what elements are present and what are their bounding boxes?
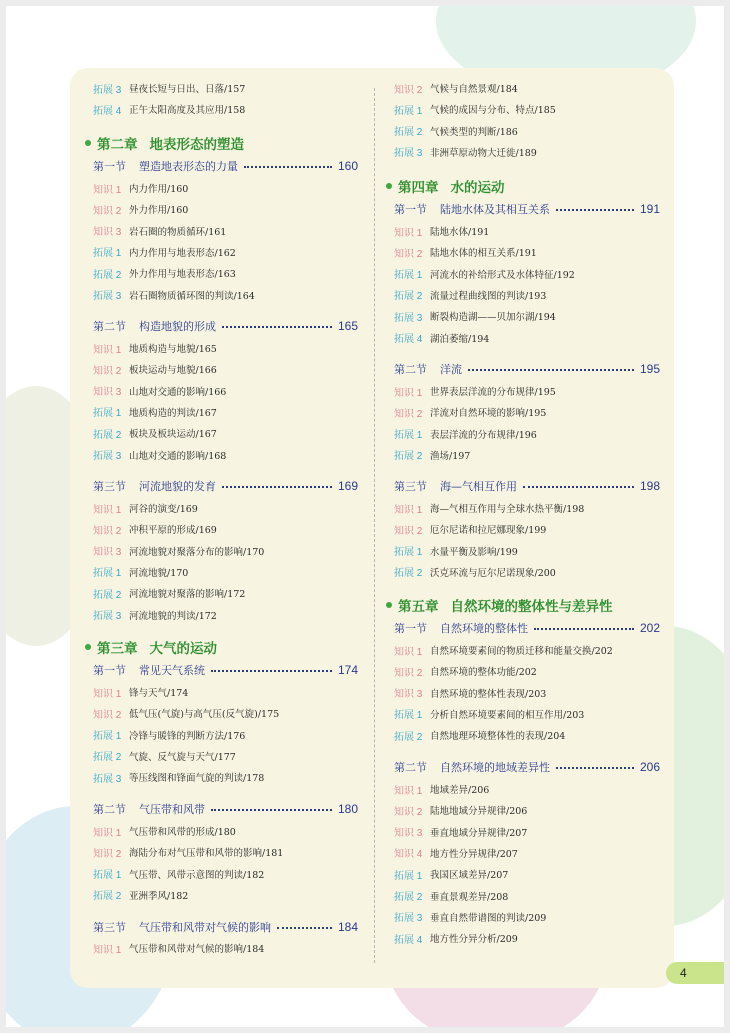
toc-item-text: 冲积平原的形成/169 [129, 525, 217, 537]
toc-item[interactable] [93, 499, 198, 517]
knowledge-tag: 知识 1 [93, 344, 122, 356]
toc-item-text: 垂直地域分异规律/207 [430, 827, 528, 839]
section-page: 169 [337, 479, 358, 493]
extension-tag: 拓展 1 [394, 547, 423, 559]
dot-leader [523, 486, 634, 488]
section-heading[interactable] [394, 477, 660, 495]
knowledge-tag: 知识 2 [394, 667, 423, 679]
section-heading[interactable] [93, 157, 358, 175]
toc-item[interactable] [394, 887, 508, 905]
toc-item[interactable] [394, 382, 556, 400]
toc-item-text: 非洲草原动物大迁徙/189 [430, 147, 537, 159]
extension-tag: 拓展 2 [394, 291, 423, 303]
toc-item-text: 河流地貌对聚落分布的影响/170 [129, 546, 265, 558]
toc-item-text: 地质构造的判读/167 [129, 407, 217, 419]
toc-item[interactable] [93, 747, 236, 765]
toc-item[interactable] [93, 886, 188, 904]
toc-item-text: 亚洲季风/182 [129, 890, 189, 902]
toc-item-text: 河流地貌对聚落的影响/172 [129, 589, 246, 601]
toc-item[interactable] [93, 520, 217, 538]
chapter-number: 第三章 [97, 641, 138, 657]
toc-item-text: 断裂构造湖——贝加尔湖/194 [430, 312, 556, 324]
toc-item[interactable] [93, 79, 245, 97]
toc-item-text: 我国区域差异/207 [430, 870, 509, 882]
section-heading[interactable] [93, 477, 358, 495]
section-number: 第一节 [394, 622, 427, 635]
knowledge-tag: 知识 1 [93, 184, 122, 196]
chapter-heading[interactable] [85, 132, 244, 154]
toc-item[interactable] [394, 520, 546, 538]
chapter-title: 水的运动 [450, 180, 505, 196]
extension-tag: 拓展 2 [93, 891, 122, 903]
knowledge-tag: 知识 4 [394, 849, 423, 861]
bullet-dot-icon [386, 183, 392, 189]
toc-item-text: 河流地貌/170 [129, 567, 189, 579]
extension-tag: 拓展 3 [93, 451, 122, 462]
toc-item[interactable] [394, 563, 556, 581]
toc-item[interactable] [93, 584, 245, 602]
bullet-dot-icon [85, 140, 91, 146]
extension-tag: 拓展 3 [394, 148, 423, 160]
section-title: 气压带和风带 [139, 803, 205, 816]
toc-item[interactable] [394, 243, 537, 261]
toc-item-text: 湖泊萎缩/194 [430, 333, 490, 345]
toc-item-text: 气旋、反气旋与天气/177 [129, 751, 236, 763]
knowledge-tag: 知识 2 [93, 525, 122, 537]
section-page: 160 [337, 159, 358, 173]
knowledge-tag: 知识 1 [394, 227, 423, 239]
extension-tag: 拓展 3 [93, 84, 122, 96]
toc-item[interactable] [394, 79, 518, 97]
toc-item[interactable] [93, 424, 217, 442]
section-title: 自然环境的地域差异性 [440, 761, 550, 774]
toc-item-text: 内力作用与地表形态/162 [129, 247, 236, 259]
toc-item-text: 岩石圈的物质循环/161 [129, 226, 227, 238]
section-number: 第二节 [394, 363, 427, 376]
section-title: 海—气相互作用 [440, 480, 517, 493]
toc-item-text: 陆地水体/191 [430, 227, 490, 238]
chapter-heading[interactable] [85, 636, 217, 658]
toc-item-text: 等压线图和锋面气旋的判读/178 [129, 773, 265, 785]
toc-item[interactable] [93, 843, 283, 861]
toc-item[interactable] [394, 222, 489, 240]
extension-tag: 拓展 1 [93, 870, 122, 882]
knowledge-tag: 知识 2 [93, 709, 122, 721]
knowledge-tag: 知识 3 [394, 828, 423, 840]
section-number: 第三节 [93, 921, 126, 934]
toc-item[interactable] [93, 360, 217, 378]
toc-item-text: 地质构造与地貌/165 [129, 344, 217, 355]
section-title: 河流地貌的发育 [139, 480, 216, 493]
knowledge-tag: 知识 1 [394, 504, 423, 516]
knowledge-tag: 知识 1 [93, 827, 122, 839]
knowledge-tag: 知识 2 [394, 84, 423, 96]
section-page: 198 [639, 479, 660, 493]
toc-item-text: 渔场/197 [430, 450, 471, 462]
toc-item[interactable] [93, 243, 236, 261]
knowledge-tag: 知识 2 [394, 806, 423, 818]
toc-item[interactable] [394, 823, 527, 841]
section-title: 陆地水体及其相互关系 [440, 203, 550, 216]
extension-tag: 拓展 2 [394, 568, 423, 580]
toc-item[interactable] [93, 865, 264, 883]
chapter-heading[interactable] [386, 175, 505, 197]
toc-item-text: 地方性分异规律/207 [430, 848, 518, 860]
toc-item[interactable] [394, 801, 527, 819]
toc-item[interactable] [394, 780, 489, 798]
toc-item-text: 自然环境要素间的物质迁移和能量交换/202 [430, 646, 613, 657]
section-page: 180 [337, 802, 358, 816]
dot-leader [277, 927, 332, 929]
toc-item[interactable] [394, 143, 537, 161]
toc-item-text: 地域差异/206 [430, 785, 490, 796]
section-page: 206 [639, 760, 660, 774]
bullet-dot-icon [85, 644, 91, 650]
toc-item-text: 河谷的演变/169 [129, 504, 198, 515]
toc-item[interactable] [394, 929, 518, 947]
section-heading[interactable] [93, 800, 358, 818]
toc-item-text: 河流水的补给形式及水体特征/192 [430, 269, 575, 281]
toc-item[interactable] [93, 100, 245, 118]
dot-leader [211, 670, 332, 672]
toc-item-text: 气候的成因与分布、特点/185 [430, 105, 556, 117]
toc-item-text: 气压带和风带的形成/180 [129, 827, 236, 838]
extension-tag: 拓展 1 [93, 248, 122, 260]
knowledge-tag: 知识 1 [394, 646, 423, 658]
extension-tag: 拓展 4 [93, 105, 122, 117]
toc-item[interactable] [93, 822, 236, 840]
chapter-number: 第四章 [398, 180, 439, 196]
extension-tag: 拓展 3 [93, 773, 122, 785]
toc-item[interactable] [394, 100, 556, 118]
toc-item[interactable] [394, 705, 584, 723]
toc-item-text: 昼夜长短与日出、日落/157 [129, 84, 246, 95]
toc-item-text: 分析自然环境要素间的相互作用/203 [430, 709, 585, 721]
section-number: 第一节 [93, 160, 126, 173]
toc-item[interactable] [93, 339, 217, 357]
extension-tag: 拓展 2 [93, 429, 122, 441]
toc-item-text: 外力作用与地表形态/163 [129, 269, 236, 281]
extension-tag: 拓展 2 [394, 127, 423, 139]
toc-item[interactable] [394, 307, 556, 325]
toc-item-text: 沃克环流与厄尔尼诺现象/200 [430, 567, 556, 579]
toc-item-text: 垂直自然带谱图的判读/209 [430, 912, 547, 924]
extension-tag: 拓展 1 [394, 870, 423, 882]
toc-item[interactable] [93, 264, 236, 282]
toc-item[interactable] [394, 726, 565, 744]
section-number: 第二节 [394, 761, 427, 774]
toc-item-text: 气候类型的判断/186 [430, 126, 518, 138]
section-title: 构造地貌的形成 [139, 320, 216, 333]
knowledge-tag: 知识 1 [394, 387, 423, 399]
toc-item-text: 板块运动与地貌/166 [129, 365, 217, 377]
section-title: 气压带和风带对气候的影响 [139, 921, 271, 934]
toc-item-text: 河流地貌的判读/172 [129, 610, 217, 622]
toc-item[interactable] [93, 382, 226, 400]
extension-tag: 拓展 1 [394, 105, 423, 117]
dot-leader [244, 166, 332, 168]
section-heading[interactable] [93, 661, 358, 679]
toc-item[interactable] [394, 542, 518, 560]
toc-item[interactable] [93, 200, 188, 218]
dot-leader [468, 369, 634, 371]
toc-item[interactable] [93, 179, 188, 197]
toc-item-text: 低气压(气旋)与高气压(反气旋)/175 [129, 709, 280, 721]
extension-tag: 拓展 3 [93, 291, 122, 302]
section-number: 第一节 [93, 664, 126, 677]
toc-item-text: 板块及板块运动/167 [129, 429, 217, 441]
knowledge-tag: 知识 3 [93, 227, 122, 239]
toc-item-text: 锋与天气/174 [129, 688, 189, 699]
knowledge-tag: 知识 1 [93, 504, 122, 516]
section-heading[interactable] [394, 200, 660, 218]
section-heading[interactable] [394, 758, 660, 776]
toc-item[interactable] [394, 844, 518, 862]
chapter-title: 自然环境的整体性与差异性 [450, 599, 613, 615]
extension-tag: 拓展 2 [394, 731, 423, 743]
toc-item[interactable] [93, 403, 217, 421]
toc-item-text: 洋流对自然环境的影响/195 [430, 408, 547, 420]
toc-item-text: 内力作用/160 [129, 184, 189, 195]
toc-item[interactable] [93, 563, 188, 581]
section-page: 195 [639, 362, 660, 376]
dot-leader [222, 326, 332, 328]
knowledge-tag: 知识 2 [394, 248, 423, 260]
toc-item[interactable] [93, 726, 245, 744]
knowledge-tag: 知识 2 [93, 365, 122, 377]
toc-item-text: 海—气相互作用与全球水热平衡/198 [430, 504, 585, 515]
extension-tag: 拓展 1 [93, 408, 122, 420]
toc-item-text: 外力作用/160 [129, 205, 189, 217]
toc-item[interactable] [394, 865, 508, 883]
knowledge-tag: 知识 1 [394, 785, 423, 797]
extension-tag: 拓展 2 [394, 451, 423, 463]
extension-tag: 拓展 1 [93, 568, 122, 580]
knowledge-tag: 知识 2 [394, 525, 423, 537]
toc-item-text: 自然环境的整体功能/202 [430, 667, 537, 679]
extension-tag: 拓展 2 [93, 589, 122, 601]
section-number: 第二节 [93, 320, 126, 333]
section-page: 191 [639, 202, 660, 216]
section-page: 184 [337, 920, 358, 934]
toc-item-text: 自然地理环境整体性的表现/204 [430, 731, 566, 743]
dot-leader [534, 628, 634, 630]
knowledge-tag: 知识 2 [394, 408, 423, 420]
extension-tag: 拓展 1 [394, 710, 423, 722]
toc-item-text: 陆地水体的相互关系/191 [430, 248, 537, 260]
toc-item[interactable] [93, 683, 188, 701]
toc-item-text: 水量平衡及影响/199 [430, 546, 518, 558]
toc-item-text: 冷锋与暖锋的判断方法/176 [129, 730, 246, 742]
extension-tag: 拓展 1 [394, 430, 423, 442]
toc-item-text: 气压带、风带示意图的判读/182 [129, 869, 265, 881]
section-heading[interactable] [93, 317, 358, 335]
toc-item[interactable] [394, 403, 546, 421]
toc-item-text: 岩石圈物质循环图的判读/164 [129, 290, 255, 302]
extension-tag: 拓展 3 [93, 611, 122, 622]
knowledge-tag: 知识 3 [93, 547, 122, 559]
page-number: 4 [666, 962, 724, 984]
toc-item[interactable] [93, 542, 264, 560]
toc-item[interactable] [394, 499, 584, 517]
column-divider [374, 88, 375, 963]
knowledge-tag: 知识 2 [93, 205, 122, 217]
section-page: 174 [337, 663, 358, 677]
section-number: 第三节 [93, 480, 126, 493]
extension-tag: 拓展 2 [394, 892, 423, 903]
section-number: 第三节 [394, 480, 427, 493]
extension-tag: 拓展 3 [394, 913, 423, 925]
dot-leader [556, 209, 634, 211]
toc-item-text: 气压带和风带对气候的影响/184 [129, 944, 265, 955]
section-title: 自然环境的整体性 [440, 622, 528, 635]
toc-item[interactable] [93, 222, 226, 240]
section-heading[interactable] [394, 619, 660, 637]
toc-item[interactable] [93, 446, 226, 464]
toc-item-text: 正午太阳高度及其应用/158 [129, 105, 246, 117]
chapter-title: 大气的运动 [149, 641, 217, 657]
toc-item-text: 世界表层洋流的分布规律/195 [430, 387, 556, 398]
knowledge-tag: 知识 1 [93, 688, 122, 700]
toc-item-text: 表层洋流的分布规律/196 [430, 429, 537, 441]
toc-item-text: 山地对交通的影响/168 [129, 450, 227, 462]
toc-item-text: 地方性分异分析/209 [430, 934, 518, 946]
knowledge-tag: 知识 1 [93, 944, 122, 956]
toc-item[interactable] [394, 265, 575, 283]
bullet-dot-icon [386, 602, 392, 608]
section-number: 第二节 [93, 803, 126, 816]
toc-item[interactable] [394, 425, 537, 443]
toc-item-text: 自然环境的整体性表现/203 [430, 688, 547, 700]
section-page: 202 [639, 621, 660, 635]
extension-tag: 拓展 3 [394, 312, 423, 324]
section-heading[interactable] [394, 360, 660, 378]
section-number: 第一节 [394, 203, 427, 216]
extension-tag: 拓展 1 [93, 731, 122, 743]
chapter-title: 地表形态的塑造 [149, 137, 244, 153]
toc-item[interactable] [394, 908, 546, 926]
extension-tag: 拓展 1 [394, 270, 423, 282]
section-title: 常见天气系统 [139, 664, 205, 677]
toc-item[interactable] [394, 662, 537, 680]
extension-tag: 拓展 2 [93, 752, 122, 764]
section-title: 洋流 [440, 363, 462, 376]
section-page: 165 [337, 319, 358, 333]
section-heading[interactable] [93, 918, 358, 936]
toc-item-text: 海陆分布对气压带和风带的影响/181 [129, 848, 284, 860]
chapter-number: 第五章 [398, 599, 439, 615]
section-title: 塑造地表形态的力量 [139, 160, 238, 173]
toc-item-text: 厄尔尼诺和拉尼娜现象/199 [430, 525, 547, 537]
toc-item[interactable] [394, 684, 546, 702]
toc-item-text: 流量过程曲线图的判读/193 [430, 290, 547, 302]
toc-item[interactable] [93, 704, 279, 722]
toc-item[interactable] [394, 286, 546, 304]
toc-item-text: 陆地地域分异规律/206 [430, 806, 528, 818]
toc-item-text: 垂直景观差异/208 [430, 891, 509, 903]
toc-item[interactable] [93, 768, 264, 786]
knowledge-tag: 知识 3 [93, 387, 122, 399]
toc-item[interactable] [93, 939, 264, 957]
toc-item[interactable] [93, 286, 255, 304]
dot-leader [222, 486, 332, 488]
toc-item-text: 山地对交通的影响/166 [129, 386, 227, 398]
knowledge-tag: 知识 3 [394, 689, 423, 701]
extension-tag: 拓展 4 [394, 334, 423, 345]
dot-leader [211, 809, 332, 811]
toc-item[interactable] [394, 122, 518, 140]
toc-item-text: 气候与自然景观/184 [430, 84, 518, 95]
toc-item[interactable] [93, 606, 217, 624]
knowledge-tag: 知识 2 [93, 848, 122, 860]
chapter-heading[interactable] [386, 594, 613, 616]
extension-tag: 拓展 4 [394, 934, 423, 946]
toc-item[interactable] [394, 641, 613, 659]
extension-tag: 拓展 2 [93, 269, 122, 281]
toc-item[interactable] [394, 446, 470, 464]
toc-item[interactable] [394, 329, 489, 347]
dot-leader [556, 767, 634, 769]
chapter-number: 第二章 [97, 137, 138, 153]
